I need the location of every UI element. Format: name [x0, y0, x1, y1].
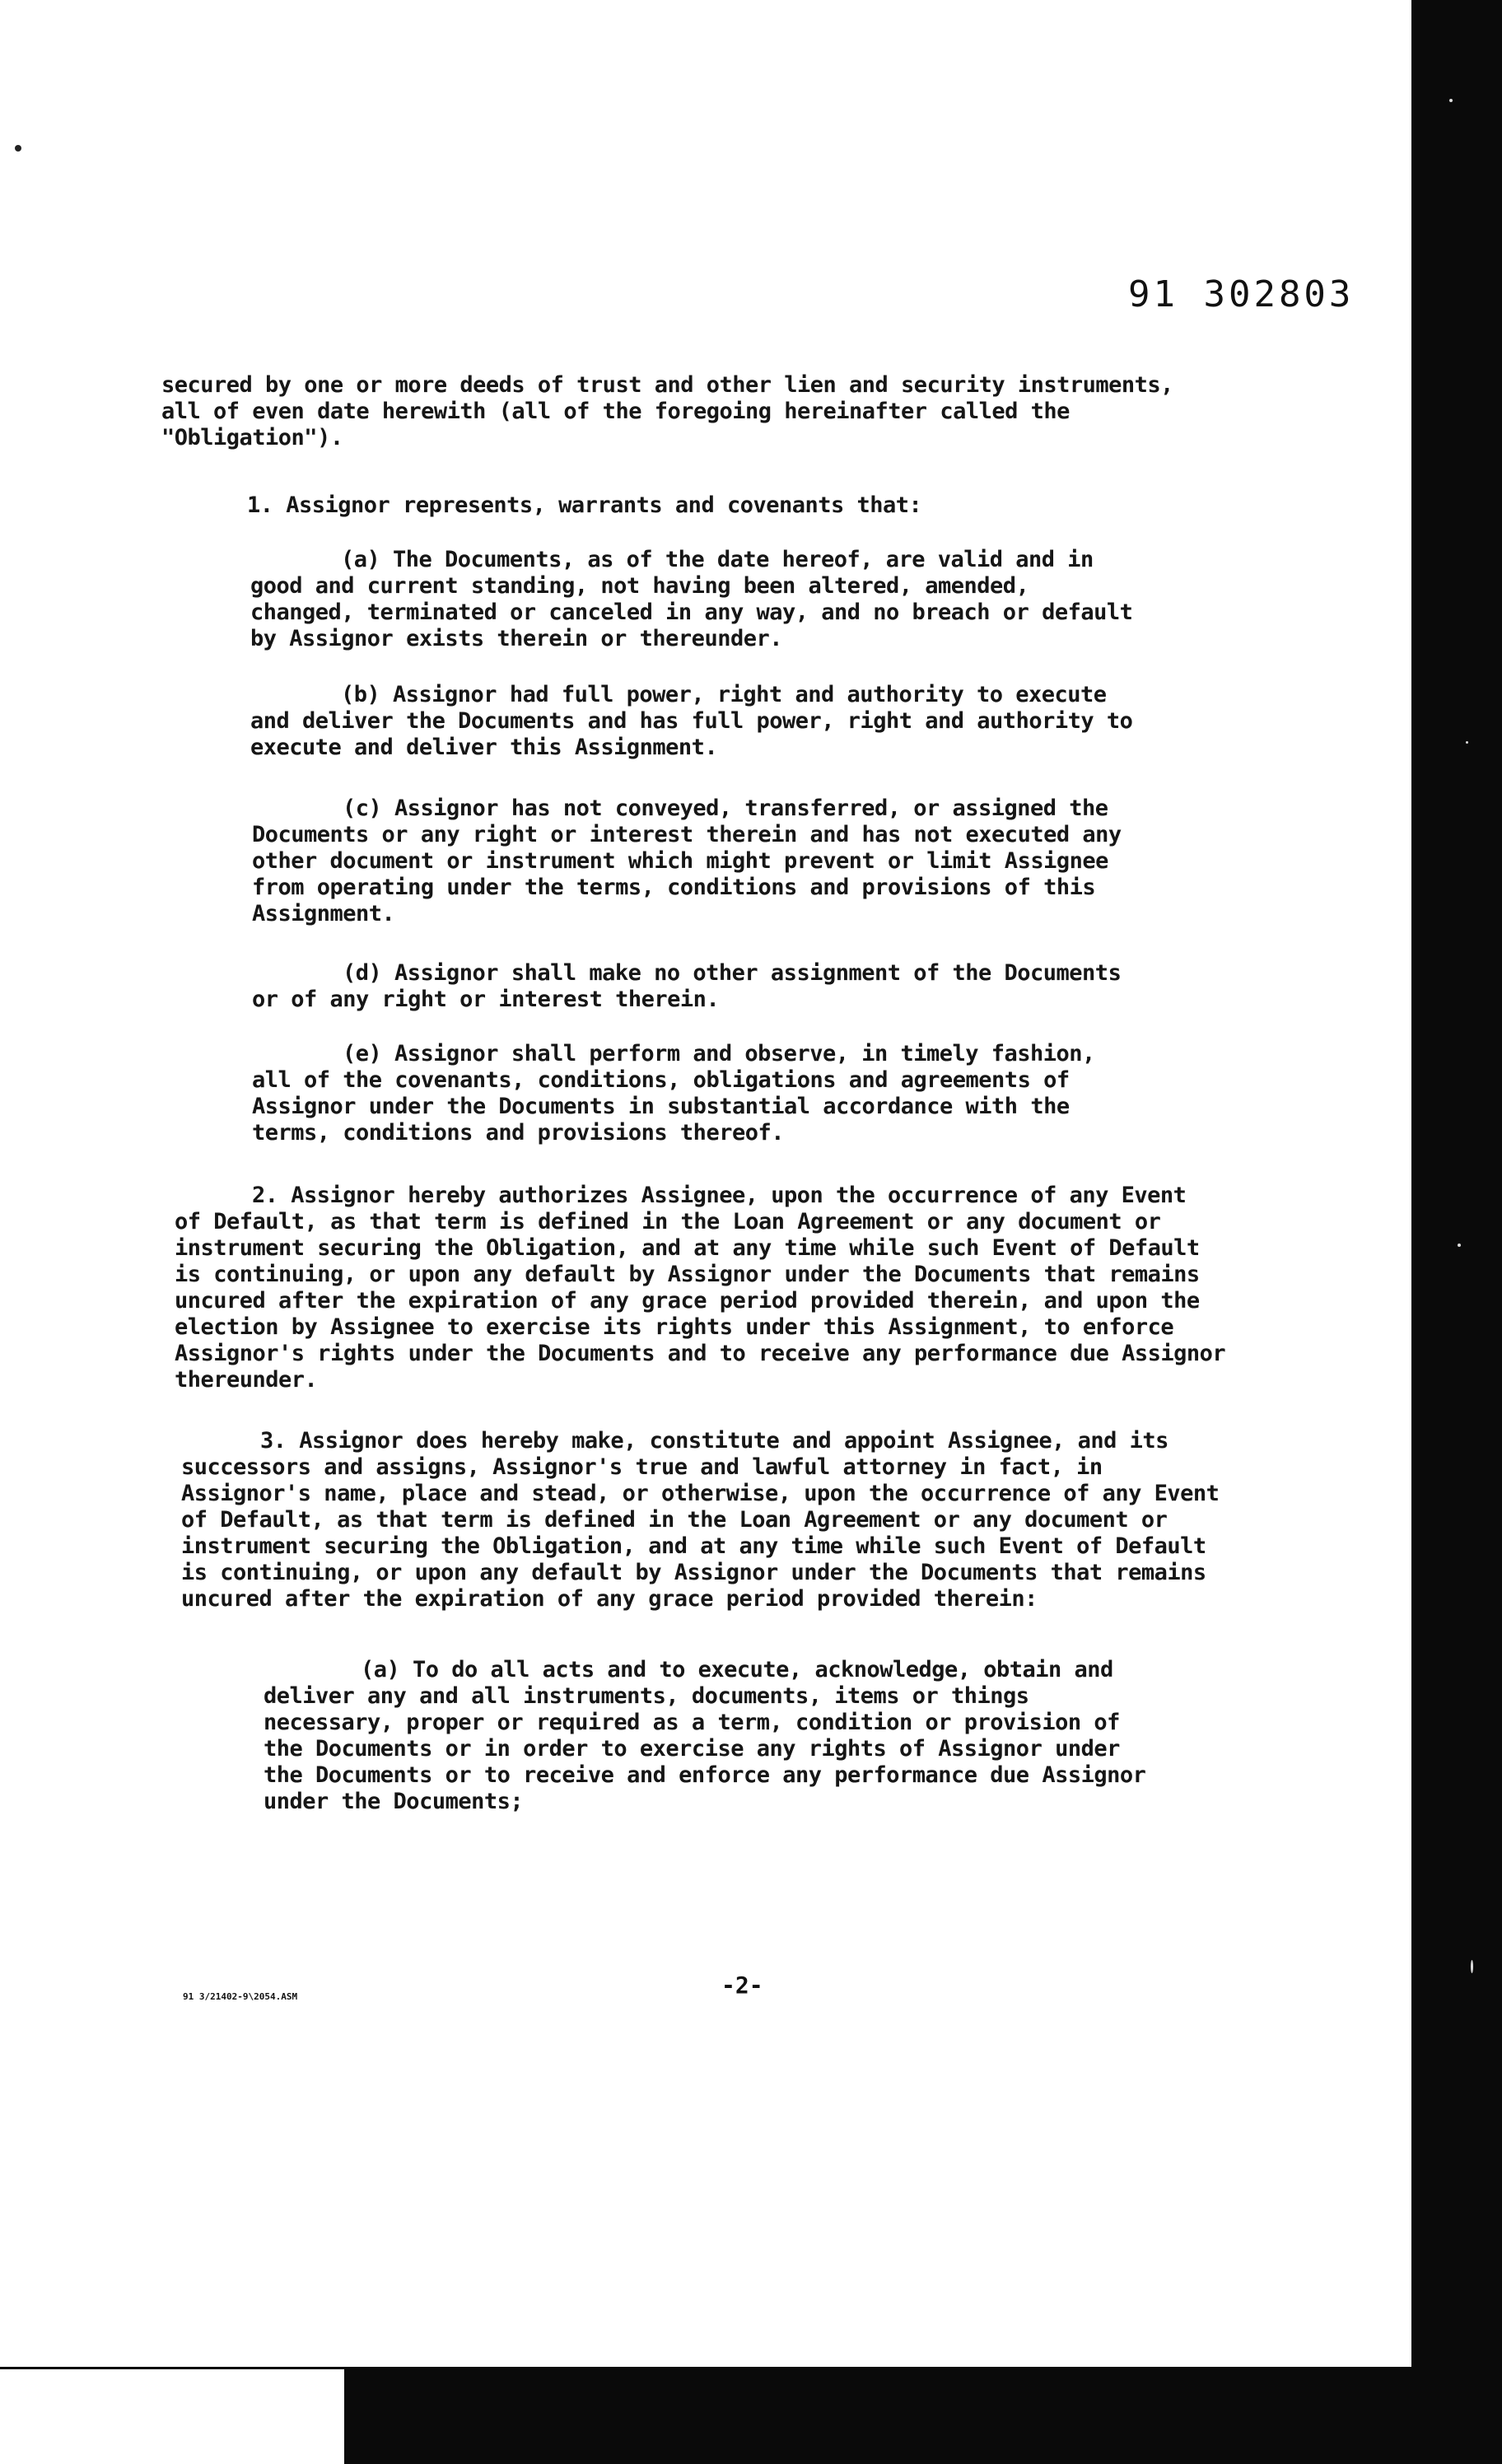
text-line: Assignor under the Documents in substantial accordance with the [252, 1094, 1070, 1119]
text-line: (c) Assignor has not conveyed, transferred, or assigned the [343, 796, 1108, 821]
text-line: the Documents or in order to exercise any rights of Assignor under [264, 1736, 1120, 1762]
text-line: Assignor's rights under the Documents and to receive any performance due Assignor [175, 1341, 1226, 1366]
section-1e-paragraph [252, 1041, 1095, 1146]
section-1c-paragraph [252, 796, 1122, 927]
text-line: Documents or any right or interest therein and has not executed any [252, 822, 1122, 847]
scan-edge-bottom-white [0, 2369, 344, 2464]
text-line: deliver any and all instruments, documents, items or things [264, 1683, 1029, 1709]
page-number: -2- [721, 1972, 763, 1999]
text-line: thereunder. [175, 1367, 318, 1393]
text-line: or of any right or interest therein. [252, 987, 720, 1012]
scan-speck [15, 145, 21, 152]
text-line: necessary, proper or required as a term, condition or provision of [264, 1710, 1120, 1735]
text-line: uncured after the expiration of any grace period provided therein, and upon the [175, 1288, 1200, 1314]
scan-speck [1471, 1960, 1473, 1973]
scan-edge-right [1411, 0, 1502, 2464]
text-line: "Obligation"). [161, 425, 343, 450]
section-1a-paragraph [250, 547, 1132, 652]
text-line: of Default, as that term is defined in the Loan Agreement or any document or [175, 1209, 1161, 1234]
text-line: (a) The Documents, as of the date hereof, are valid and in [341, 547, 1094, 572]
text-line: instrument securing the Obligation, and at any time while such Event of Default [181, 1533, 1206, 1559]
text-line: is continuing, or upon any default by Assignor under the Documents that remains [181, 1560, 1206, 1585]
section-1-heading [247, 492, 921, 519]
text-line: (a) To do all acts and to execute, acknowledge, obtain and [361, 1657, 1113, 1682]
text-line: uncured after the expiration of any grace period provided therein: [181, 1586, 1038, 1612]
section-3-paragraph [181, 1428, 1219, 1612]
text-line: other document or instrument which might prevent or limit Assignee [252, 848, 1108, 874]
text-line: all of even date herewith (all of the foregoing hereinafter called the [161, 399, 1070, 424]
text-line: all of the covenants, conditions, obligations and agreements of [252, 1067, 1070, 1093]
text-line: from operating under the terms, conditions and provisions of this [252, 875, 1096, 900]
text-line: election by Assignee to exercise its rights under this Assignment, to enforce [175, 1314, 1174, 1340]
section-3a-paragraph [264, 1657, 1145, 1815]
text-line: (b) Assignor had full power, right and authority to execute [341, 682, 1107, 707]
text-line: is continuing, or upon any default by Assignor under the Documents that remains [175, 1262, 1200, 1287]
footer-file-code: 91 3/21402-9\2054.ASM [183, 1991, 298, 2002]
text-line: (e) Assignor shall perform and observe, in timely fashion, [343, 1041, 1095, 1066]
text-line: terms, conditions and provisions thereof. [252, 1120, 784, 1146]
text-line: under the Documents; [264, 1789, 524, 1814]
scan-speck [1449, 99, 1453, 102]
text-line: of Default, as that term is defined in the Loan Agreement or any document or [181, 1507, 1168, 1533]
text-line: execute and deliver this Assignment. [250, 735, 718, 760]
text-line: the Documents or to receive and enforce any performance due Assignor [264, 1762, 1146, 1788]
intro-paragraph [161, 372, 1173, 451]
text-line: and deliver the Documents and has full power, right and authority to [250, 708, 1133, 734]
text-line: secured by one or more deeds of trust and other lien and security instruments, [161, 372, 1173, 398]
section-1d-paragraph [252, 960, 1121, 1013]
scan-speck [1458, 1244, 1461, 1247]
text-line: successors and assigns, Assignor's true and lawful attorney in fact, in [181, 1454, 1103, 1480]
text-line: Assignment. [252, 901, 395, 926]
text-line: good and current standing, not having been altered, amended, [250, 573, 1029, 599]
text-line: 3. Assignor does hereby make, constitute and appoint Assignee, and its [260, 1428, 1168, 1454]
section-1b-paragraph [250, 682, 1132, 761]
document-number: 91 302803 [1128, 273, 1355, 315]
text-line: 1. Assignor represents, warrants and covenants that: [247, 492, 922, 518]
text-line: by Assignor exists therein or thereunder. [250, 626, 782, 651]
scan-speck [1466, 741, 1468, 744]
section-2-paragraph [175, 1183, 1225, 1393]
text-line: 2. Assignor hereby authorizes Assignee, upon the occurrence of any Event [252, 1183, 1187, 1208]
text-line: instrument securing the Obligation, and at any time while such Event of Default [175, 1235, 1200, 1261]
text-line: changed, terminated or canceled in any way, and no breach or default [250, 600, 1133, 625]
text-line: Assignor's name, place and stead, or otherwise, upon the occurrence of any Event [181, 1481, 1220, 1506]
text-line: (d) Assignor shall make no other assignment of the Documents [343, 960, 1122, 986]
